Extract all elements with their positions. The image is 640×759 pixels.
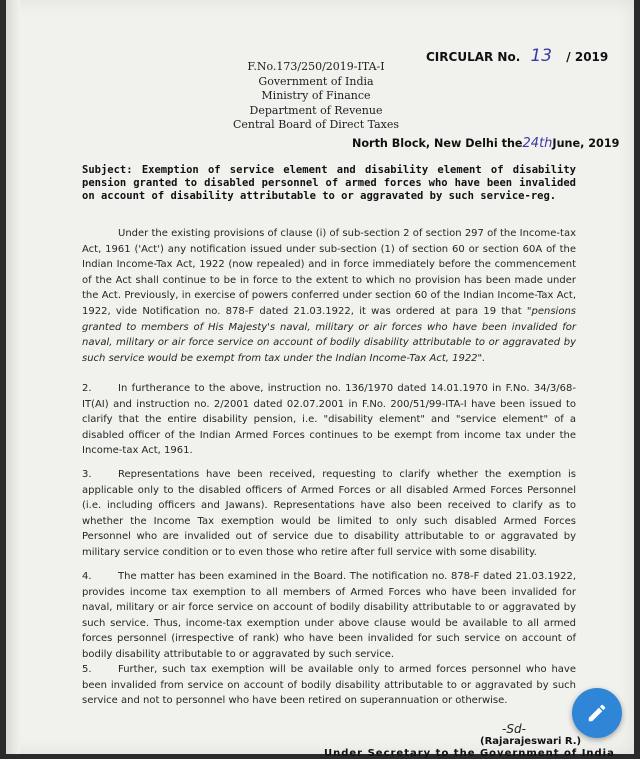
quoted-notification: "pensions granted to members of His Majesty's naval, military or air forces who have been invalided for naval, military or air force service on account of bodily disability attributable to or aggravated by such service would be exempt from tax under the Indian Income-Tax Act, 1922". bbox=[82, 305, 576, 364]
paragraph-3: 3. Representations have been received, requesting to clarify whether the exemption is applicable only to the disabled officers of Armed Forces or all disabled Armed Forces Personnel (i.e. including officers and Jawans). Representations have also been received to clarify as to whether the Income Tax exemption would be limited to only such disabled Armed Forces Personnel who are invalided out of service due to disability attributable to or aggravated by military service condition or to even those who retire after full service with some disability. bbox=[82, 469, 576, 558]
paragraph-1: Under the existing provisions of clause (i) of sub-section 2 of section 297 of the Income-tax Act, 1961 ('Act') any notification issued under sub-section (1) of section 60 or section 60A of the Indian Income-Tax Act, 1922 (now repealed) and in force immediately before the commencement of the Act shall continue to be in force to the extent to which no provision has been made under the Act. Previously, in exercise of powers conferred under section 60 of the Indian Income-Tax Act, 1922, vide Notification no. 878-F dated 21.03.1922, it was ordered at para 19 that "pensions granted to members of His Majesty's naval, military or air forces who have been invalided for naval, military or air force service on account of bodily disability attributable to or aggravated by such service would be exempt from tax under the Indian Income-Tax Act, 1922". bbox=[82, 228, 576, 364]
document-page bbox=[6, 0, 634, 759]
pencil-icon bbox=[586, 702, 608, 724]
board-line: Central Board of Direct Taxes bbox=[232, 118, 400, 131]
circular-handwritten-number: 13 bbox=[530, 46, 553, 66]
ministry-line: Ministry of Finance bbox=[261, 89, 371, 102]
subject-block bbox=[82, 164, 576, 203]
file-number: F.No.173/250/2019-ITA-I bbox=[247, 60, 385, 73]
paragraph-5: 5. Further, such tax exemption will be available only to armed forces personnel who have been invalided from service on account of bodily disability attributable to or aggravated by such service and not to personnel who have been retired on superannuation or otherwise. bbox=[82, 664, 576, 707]
paragraph-2: 2. In furtherance to the above, instruction no. 136/1970 dated 14.01.1970 in F.No. 34/3/68-IT(AI) and instruction no. 2/2001 dated 02.07.2001 in F.No. 200/51/99-ITA-I have been issued to clarify that the entire disability pension, i.e. "disability element" and "service element" of a disabled officer of the Indian Armed Forces continues to be exempt from income tax under the Income-tax Act, 1961. bbox=[82, 383, 576, 457]
handwritten-day: 24th bbox=[522, 136, 553, 151]
letterhead bbox=[216, 60, 416, 133]
signature-sd: -Sd- bbox=[502, 722, 526, 736]
circular-number: CIRCULAR No. 13 / 2019 bbox=[426, 46, 609, 66]
subject-text: Exemption of service element and disability element of disability pension granted to disabled personnel of armed forces who have been invalided on account of disability attributable to or aggravated by such service-reg. bbox=[82, 164, 576, 202]
paragraph-4: 4. The matter has been examined in the Board. The notification no. 878-F dated 21.03.1922, provides income tax exemption to all members of Armed Forces who have been invalided for naval, military or air force service on account of bodily disability attributable to or aggravated by such service. Thus, income-tax exemption under above clause would be available to all armed forces personnel (irrespective of rank) who have been invalided for such service on account of bodily disability attributable to or aggravated by such service. bbox=[82, 571, 576, 660]
department-line: Department of Revenue bbox=[249, 103, 383, 117]
signatory-designation: Under Secretary to the Government of India bbox=[324, 748, 615, 759]
dateline: North Block, New Delhi the24thJune, 2019 bbox=[352, 136, 620, 151]
subject-label: Subject: bbox=[82, 164, 133, 176]
edit-fab-button[interactable] bbox=[572, 688, 622, 738]
signatory-name: (Rajarajeswari R.) bbox=[480, 736, 582, 747]
government-line: Government of India bbox=[258, 74, 374, 88]
